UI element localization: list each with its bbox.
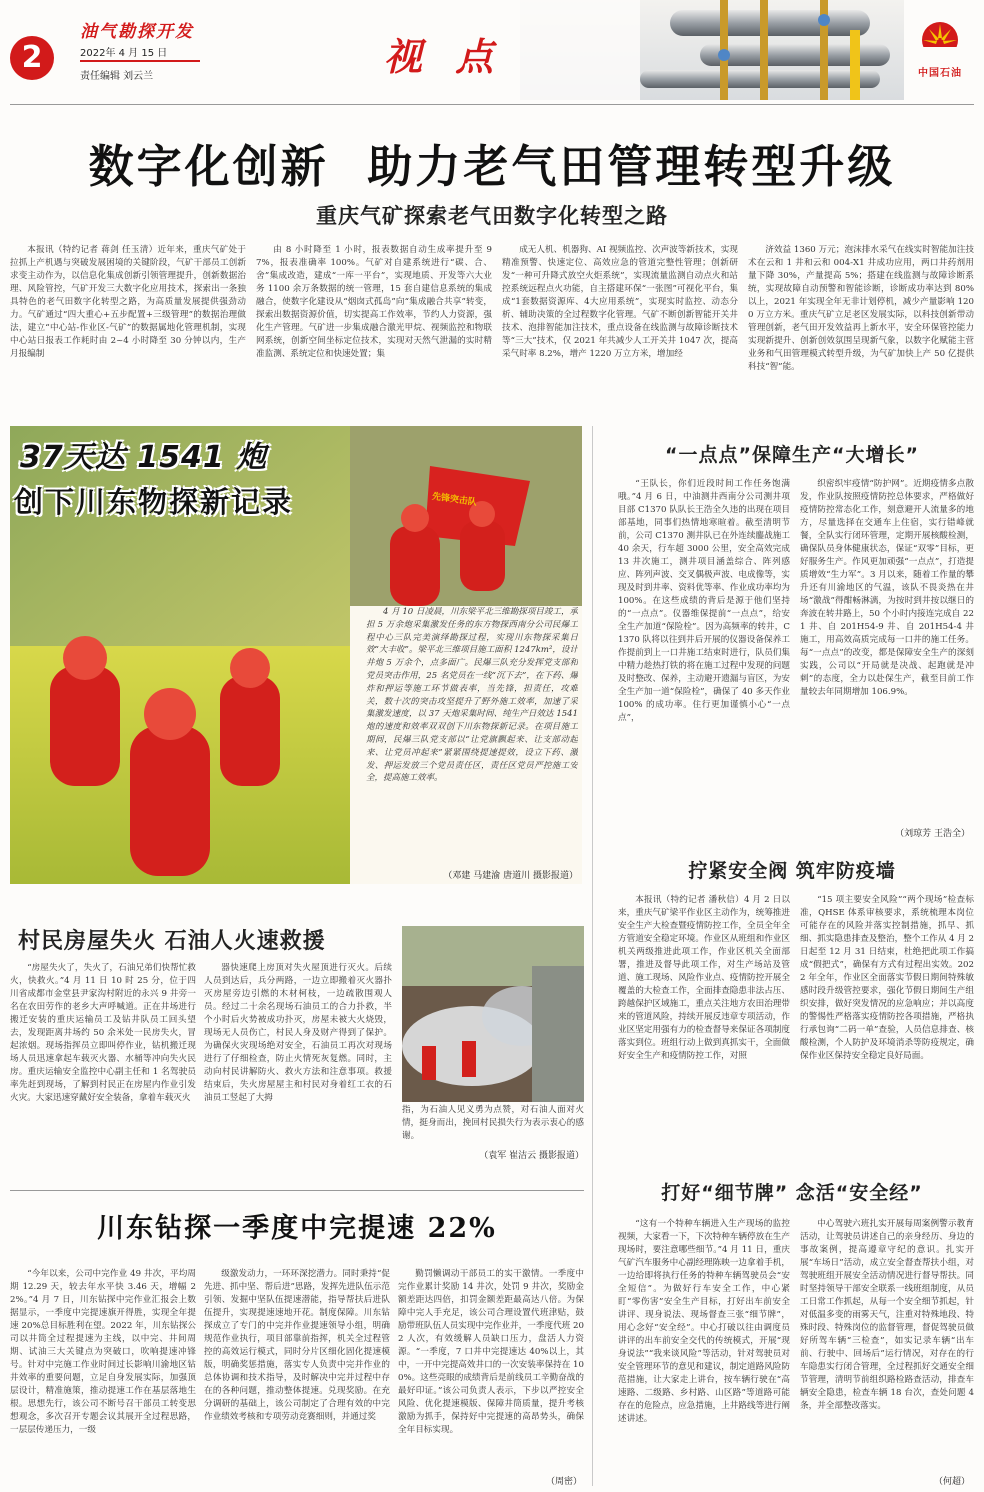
feature-photo-credit: （邓建 马建渝 唐道川 摄影报道） [443,871,578,881]
fire-column-1: “房屋失火了，失火了，石油兄弟们快帮忙救火，快救火。”4 月 11 日 10 时 25 分，位于四川省成都市金堂县尹家沟村附近的永兴 9 井旁一名在农田劳作的老乡大声呼喊道。正在井场进行搬迁安装的重庆运输员工及钻井队员工回头望去，发现距离井场约 50 余米处一民房失火，冒起浓烟。现场指挥员立即叫停作业，钻机搬迁现场人员迅速拿起车载灭火器、水桶等冲向失火民房。重庆运输安全监控中心副主任和 1 名驾驶员率先赶到现场，了解到村民正在房屋内作业引发火灾。大家迅速穿戴好安全装备，拿着车载灭火 [10,963,196,1103]
section-title: 视 点 [384,34,504,79]
drill-credit: （周密） [545,1477,582,1487]
section-divider [10,1190,584,1191]
drill-column-3: 勤罚懒调动干部员工的实干激情。一季度中完作业累计奖励 14 井次，处罚 9 井次，奖励金额差距达四倍，扣罚金额差距最高达八倍。为保障中完人手充足，该公司合理设置代班津贴，鼓励带班队伍人员实现中完作业并，一季度代班 202 人次，有效缓解人员缺口压力，盘活人力资源。“一季度，7 口井中完提速达 40%以上，其中，一开中完提高效井口的一次安装率保持在 100%。这些亮眼的成绩背后是前线员工辛勤奋战的最好印证。”该公司负责人表示，下步以严控安全风险、优化提速模版、保障井筒质量，提升考核激励为抓手，保持好中完提速的高昂势头，确保全年目标实现。 [398,1269,584,1435]
masthead-bottom-rule [10,104,974,105]
refinery-banner-image [520,0,904,100]
lead-subtitle: 重庆气矿探索老气田数字化转型之路 [316,203,668,228]
paper-name: 油气勘探开发 [80,22,194,42]
lead-headline: 数字化创新 助力老气田管理转型升级 [88,140,896,193]
right3-column-2: 中心驾驶六班扎实开展每周案例警示教育活动，让驾驶员讲述自己的亲身经历、身边的事故案例，提高遵章守纪的意识。扎实开展“车场日”活动，成立安全督查帮扶小组，对驾驶班组开展安全活动情况进行督导帮扶。同时坚持领导干部安全联系一线班组制度，从员工日常工作抓起，从每一个安全细节抓起，针对低温多变的雨雾天气，注重对特殊地段、特殊时段、特殊岗位的监督管理，督促驾驶员做好所驾车辆“三检查”，如实记录车辆“出车前、行驶中、回场后”运行情况，对存在的行车隐患实行闭合管理，全过程抓好交通安全细节管理，清明节前组织路检路查活动，排查车辆安全隐患，检查车辆 18 台次，查处问题 4 条，并全部整改落实。 [800,1219,974,1411]
petrochina-logo [910,14,970,94]
drill-headline: 川东钻探一季度中完提速 22% [97,1213,497,1244]
fire-photo [402,926,584,1102]
feature-body: 4 月 10 日凌晨，川东梁平北三维勘探项目竣工，承担 5 万余炮采集激发任务的东方物探西南分公司民爆工程中心三队完美演绎勘探过程，实现川东物探采集日效“大丰收”。梁平北三维项目施工面积 1247km²，设计井炮 5 万余个，点多面广。民爆三队充分发挥党支部和党员突击作用，25 名党员在一线“沉下去”，在下药、爆炸和押运等施工环节做表率，当先锋，担责任，攻难关，数十次的突击攻坚提升了野外施工效率，加速了采集激发速度，以 37 天炮采集时间、纯生产日效达 1541 炮的速度和效率双双创下川东物探新记录。在项目施工期间，民爆三队党支部以“让党旗飘起来、让支部动起来、让党员冲起来”紧紧围绕提速提效，设立下药、激发、押运发放三个党员责任区，责任区党员严控施工安全，提高施工效率。 [366,607,578,784]
right2-column-1: 本报讯（特约记者 潘秋信）4 月 2 日以来，重庆气矿梁平作业区主动作为，统筹推进安全生产大检查暨疫情防控工作，全员全年全方管道安全稳定环境。作业区从班组和作业区机关两级推进此项工作，作业区机关全面部署，推进及督导此项工作，对生产场站及管道、施工现场、风险作业点、疫情防控开展全覆盖的大检查工作，全面排查隐患非法占压、跨越保护区域施工，重点关注地方农田治理带来的管道风险，持续开展反违章专项活动，作业区坚定用强有力的检查督导来保证各项制度落实到位。班组行动上做到真抓实干，全面做好安全生产和疫情防控工作，对照 [618,895,790,1061]
issue-date: 2022年 4 月 15 日 [80,48,168,59]
logo-text: 中国石油 [918,68,962,79]
right2-headline: 拧紧安全阀 筑牢防疫墙 [688,860,896,882]
lead-column-1: 本报讯（特约记者 蒋剑 任玉清）近年来，重庆气矿处于拉抓上产机遇与突破发展困境的关键阶段，气矿干部员工创新求变主动作为，以信息化集成创新引领管理提升，创新数据治理、风险管控，气矿开发三大数字化应用技术，探索出一条独具特色的老气田数字化转型之路，为高质量发展提供强劲动力。气矿通过“四大重心+五步配置+三级管理”的数据治理做法，建立“中心站-作业区-气矿”的数据属地化管理机制，实现中心站日报表工作耗时由 2~4 小时降至 30 分钟以内，生产月报编制 [10,245,246,359]
right3-headline: 打好“细节牌” 念活“安全经” [661,1182,923,1204]
column-divider [592,426,593,1486]
fire-headline: 村民房屋失火 石油人火速救援 [18,929,326,954]
right1-headline: “一点点”保障生产“大增长” [665,444,919,466]
fire-column-2: 器快速爬上房顶对失火屋顶进行灭火。后续人员到达后，兵分两路，一边立即搬着灭火器扑灭房屋旁边引燃的木材柯枝，一边疏散围观人员。经过二十余名现场石油员工的合力扑救，半个小时后火势被成功扑灭，房屋未被大火烧毁，现场无人员伤亡，村民人身及财产得到了保护。为确保火灾现场绝对安全，石油员工再次对现场进行了仔细检查，防止火情死灰复燃。同时，主动向村民讲解防火、救火方法和注意事项。救援结束后，失火房屋屋主和村民对身着红工衣的石油员工竖起了大拇 [204,963,392,1103]
right2-column-2: “15 项主要安全风险”“两个现场”检查标准，QHSE 体系审核要求，系统梳理本岗位可能存在的风险并落实控制措施，抓早、抓细、抓实隐患排查及整治，整个工作从 4 月 2 日起至 12 月 31 日结束，杜绝把此项工作搞成“假把式”，确保有方式有过程出实效。2022 年全年，作业区全面落实节假日期间特殊敏感时段升级管控要求，强化节假日期间生产组织安排，做好突发情况的应急响应；并以高度的警惕性严格落实疫情防控各项措施，严格执行承包询“二码一单”查验，人员信息排查、核酸检测，个人防护及环境消杀等防疫规定，确保作业区保持安全稳定良好局面。 [800,895,974,1061]
right3-credit: （何超） [933,1477,970,1487]
feature-flag-text: 先锋突击队 [431,491,478,509]
editor-credit: 责任编辑 刘云兰 [80,71,154,82]
masthead [0,0,984,105]
right1-column-1: “王队长，你们近段时间工作任务饱满哦。”4 月 6 日，中油测井西南分公司测井项目部 C1370 队队长王浩全久违的出现在项目部基地，同事们热情地寒暄着。截至清明节前，公司 C1370 测井队已在外连续鏖战施工 40 余天，行车超 3000 公里，安全高效完成 13 井次施工，测井项目涵盖综合、阵列感应、阵列声波、交叉偶极声波、电成像等，实现及时到井率、资料优等率、作业成功率均为 100%。在这些成绩的背后是源于他们坚持的“一点点”。仪器维保提前“一点点”，给安全生产加道“保险栓”。因为高频率的转井，C1370 队将以往到井后开展的仪器设备保养工作提前到上一口井施工结束时进行，队员们集中精力趁热打铁的将在施工过程中发现的问题及时整改、保养，主动避开遗漏与盲区，为安全生产加一道“保险栓”，确保了 40 多天作业 100% 的成功率。住行更加谨慎小心“一点点”， [618,479,790,723]
lead-column-4: 济效益 1360 万元；泡沫排水采气在线实时智能加注技术在云和 1 井和云和 004-X1 井成功应用，两口井药剂用量下降 30%，产量提高 5%；搭建在线监测与故障诊断系统，实现故障自动预警和智能诊断，诊断成功率达到 80%以上，2021 年实现全年无非计划停机，减少产量影响 1200 万立方米。重庆气矿立足老区发展实际，以科技创新带动管理创新，老气田开发效益再上新水平，安全环保管控能力实现新提升、创新创效氛围呈现新气象，以数字化赋能主营业务和气田管理模式转型升级，为气矿加快上产 50 亿提供科技“智”能。 [748,245,974,372]
fire-caption: 指，为石油人见义勇为点赞，对石油人面对火情，挺身而出，挽回村民损失行为表示衷心的感谢。 [402,1105,584,1141]
lead-column-2: 由 8 小时降至 1 小时，报表数据自动生成率提升至 97%，报表准确率 100%。气矿对自建系统进行“碳、合、舍”集成改造，建成“一库一平台”，实现地质、开发等六大业务 1100 余万条数据的统一管理，15 套自建信息系统的集成融合，使数字化建设从“烟囱式孤岛”向“集成融合共享”转变，探索出数据资源价值，切实提高工作效率，节约人力资源，强化生产管理。气矿进一步集成融合激光甲烷、视频监控和物联网系统，创新空间坐标定位技术，实现对天然气泄漏的实时精准监测、系统定位和快速处置；集 [256,245,492,359]
masthead-divider [80,60,200,62]
drill-column-1: “今年以来，公司中完作业 49 井次，平均周期 12.29 天，较去年水平快 3.46 天，增幅 22%。”4 月 7 日，川东钻探中完作业汇报会上数据显示，一季度中完提速旗开得胜，实现全年提速 20%总目标胜利在望。2022 年，川东钻探公司以井筒全过程提速为主线，以中完、井间周期、试油三大关键点为突破口，吹响提速冲锋号。针对中完施工作业时间过长影响川渝地区钻井效率的重要问题，立足自身发展实际，加强顶层设计，精准施策，推动提速工作在基层落地生根。思想先行，该公司不断号召干部员工转变思想观念，多次召开专题会议其展开全过程思路，一层层传递压力，一级 [10,1269,196,1435]
right3-column-1: “这有一个特种车辆进入生产现场的监控视频，大家看一下，下次特种车辆停放在生产现场时，要注意哪些细节。”4 月 11 日，重庆气矿汽车服务中心副经理陈映一边拿着手机，一边给即将执行任务的特种车辆驾驶员会“安全短信”。为做好行车安全工作，中心紧盯“零伤害”安全生产目标，打好出车前安全讲评、现身说法、现场督查三张“细节牌”，用心念好“安全经”。中心打破以往由调度员讲评的出车前安全交代的传统模式，开展“现身说法”“我来谈风险”等活动，针对驾驶员对安全管理环节的意见和建议，制定道路风险防范措施，让大家走上讲台，按车辆行驶在“高速路、二级路、乡村路、山区路”等道路可能存在的危险点，应急措施，上井路线等进行阐述讲述。 [618,1219,790,1424]
right1-credit: （刘琼芳 王浩全） [895,829,970,839]
lead-column-3: 成无人机、机器狗、AI 视频监控、次声波等新技术，实现精准预警、快速定位、高效应急的管道完整性管理；创新研发“一种可升降式放空火炬系统”，实现流量监测自动点火和站控系统远程点火功能，自主搭建环保“一张图”可视化平台，集成“1套数据资源库、4大应用系统”，实现实时监控、动态分析、辅助决策的全过程数字化管理。气矿不断创新智能开关井技术、泡排智能加注技术，重点设备在线监测与故障诊断技术等“三大”技术，仅 2021 年共减少人工开关井 1047 次，提高采气时率 8.2%，增产 1220 万立方米，增加经 [502,245,738,359]
fire-credit: （袁军 崔洁云 摄影报道） [479,1151,584,1161]
right1-column-2: 织密织牢疫情“防护网”。近期疫情多点散发，作业队按照疫情防控总体要求，严格做好疫情防控常态化工作，刻意避开人流量多的地方，尽量选择在交通车上住宿，实行错峰就餐，全队实行闭环管理，定期开展核酸检测，确保队员身体健康状态，保证“双零”目标，更好服务生产。作风更加顽强“一点点”，打造提质增效“生力军”。3 月以来，随着工作量的攀升还有川渝地区的气温，该队不畏炎热在井场“激战”得酣畅淋漓，为按时到井按以继日的奔波在转井路上，50 个小时内接连完成自 221 井、自 201H54-9 井、自 201H54-4 井施工，用高效高质完成每一口井的施工任务。每“一点点”的改变，都是保障安全生产的深刻实践，公司以“开局就是决战、起跑就是冲刺”的态度，全力以赴保生产，截至目前工作量较去年同期增加 106.9%。 [800,479,974,697]
petrochina-logo-icon [917,14,963,60]
drill-column-2: 级激发动力，一环环深挖潜力。同时秉持“促先进、抓中坚、帮后进”思路，发挥先进队伍示范引领、发掘中坚队伍提速潜能，指导帮扶后进队伍提升，实现提速速地开花。制度保障。川东钻探成立了专门的中完并作业提速领导小组，明确规范作业执行，项目部靠前指挥，机关全过程管控的高效运行模式，同时分片区细化固化提速模版，明确奖惩措施，落实专人负责中完并作业的总体协调和技术指导，及时解决中完并过程中存在的各种问题，推动整体提速。兑现奖励。在充分调研的基础上，该公司制定了合理有效的中完作业绩效考核和专项劳动竞赛细则，并通过奖 [204,1269,390,1422]
feature-title-line-1: 37天达 1541 炮 [20,440,268,475]
page-number-badge: 2 [10,36,54,80]
feature-title-line-2: 创下川东物探新记录 [14,485,294,519]
